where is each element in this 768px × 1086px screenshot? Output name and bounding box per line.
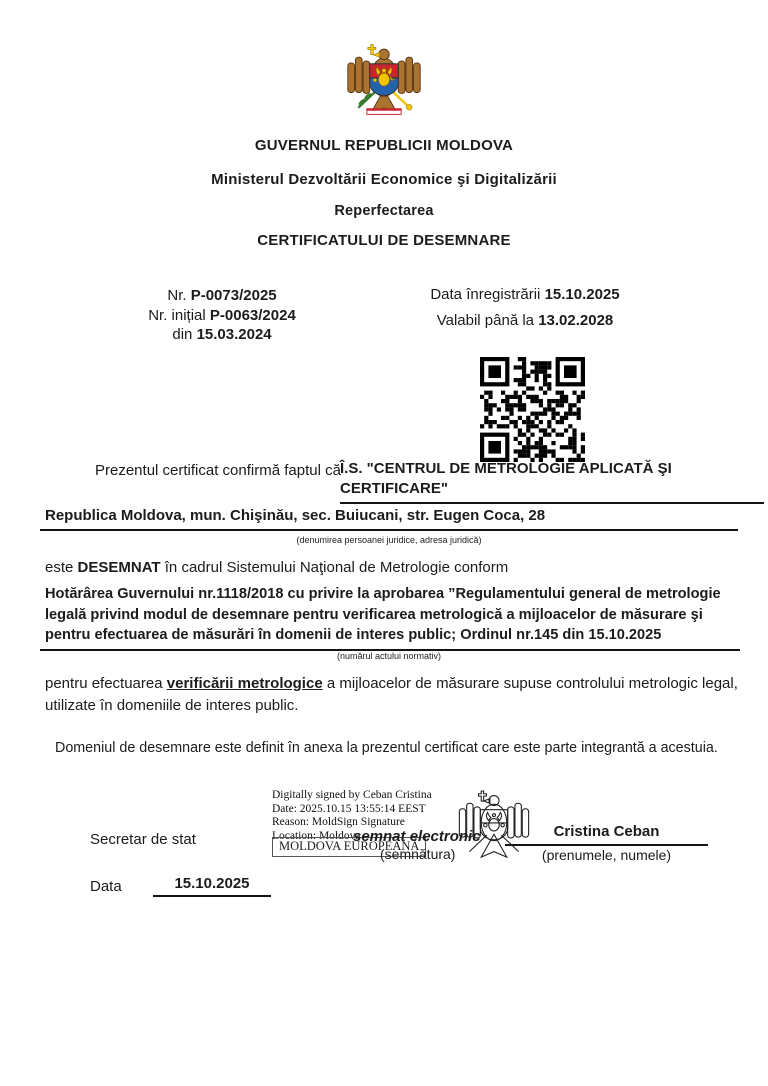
nr-label: Nr. xyxy=(167,287,187,304)
initial-date-line xyxy=(126,325,318,345)
signatory-role: Secretar de stat xyxy=(90,831,196,848)
motto-box: MOLDOVA EUROPEANĂ xyxy=(272,837,426,857)
signature-line xyxy=(505,844,708,846)
signatory-name: Cristina Ceban xyxy=(553,823,660,840)
valid-until-line xyxy=(418,312,632,329)
organization-name: Î.S. "CENTRUL DE METROLOGIE APLICATĂ ŞI CERTIFICARE" xyxy=(340,459,764,504)
reg-date-value: 15.10.2025 xyxy=(544,286,620,303)
signed-electronically-text: semnat electronic xyxy=(353,828,481,845)
legal-basis-caption: (numărul actului normativ) xyxy=(336,651,442,661)
purpose-prefix: pentru efectuarea xyxy=(45,675,163,692)
document-title: CERTIFICATULUI DE DESEMNARE xyxy=(257,232,511,249)
confirm-label: Prezentul certificat confirmă faptul că xyxy=(95,462,341,479)
stamp-date: Date: 2025.10.15 13:55:14 EEST xyxy=(272,802,426,815)
din-value: 15.03.2024 xyxy=(196,326,272,343)
purpose-line-2: utilizate în domeniile de interes public. xyxy=(45,697,299,714)
registration-dates xyxy=(418,286,632,329)
stamp-signed-by: Digitally signed by Ceban Cristina xyxy=(272,789,432,801)
registration-date-line xyxy=(418,286,632,303)
date-value: 15.10.2025 xyxy=(153,875,271,897)
government-title: GUVERNUL REPUBLICII MOLDOVA xyxy=(254,137,514,154)
moldova-coat-of-arms-graphic xyxy=(341,42,427,122)
valid-label: Valabil până la xyxy=(436,312,535,329)
purpose-emphasis: verificării metrologice xyxy=(166,675,323,692)
name-caption: (prenumele, numele) xyxy=(541,847,672,863)
moldova-coat-of-arms xyxy=(341,42,427,122)
din-label: din xyxy=(172,326,193,343)
address-caption: (denumirea persoanei juridice, adresa juridică) xyxy=(296,535,482,545)
stamp-location: Location: Moldova xyxy=(272,829,361,842)
signature-caption: (semnătura) xyxy=(380,846,456,862)
moldova-coat-of-arms-outline xyxy=(453,783,535,871)
legal-basis-line-1: Hotărârea Guvernului nr.1118/2018 cu privire la aprobarea ”Regulamentului general de metrologie xyxy=(45,586,721,602)
organization-address: Republica Moldova, mun. Chişinău, sec. Buiucani, str. Eugen Coca, 28 xyxy=(45,507,546,524)
legal-basis-line-2: legală privind modul de desemnare pentru verificarea metrologică a mijloacelor de măsurare şi xyxy=(45,606,703,623)
initial-label: Nr. inițial xyxy=(148,306,206,324)
document-subtitle: Reperfectarea xyxy=(334,203,434,219)
purpose-paragraph xyxy=(45,673,745,717)
designated-prefix: este xyxy=(45,559,74,576)
initial-number-line xyxy=(126,306,318,326)
designation-line xyxy=(45,559,508,576)
annex-note: Domeniul de desemnare este definit în anexa la prezentul certificat care este parte integrantă a acestuia. xyxy=(55,740,718,756)
valid-value: 13.02.2028 xyxy=(538,312,614,329)
registration-numbers xyxy=(126,286,318,345)
stamp-reason: Reason: MoldSign Signature xyxy=(272,816,405,828)
ministry-title: Ministerul Dezvoltării Economice şi Digitalizării xyxy=(211,171,557,188)
designated-suffix: în cadrul Sistemului Naţional de Metrologie conform xyxy=(164,559,509,576)
purpose-line1-rest: a mijloacelor de măsurare supuse controlului metrologic legal, xyxy=(326,675,738,692)
purpose-line-1 xyxy=(45,673,745,695)
qr-code xyxy=(480,357,585,462)
organization-address-block xyxy=(40,507,738,531)
initial-value: P-0063/2024 xyxy=(209,306,296,324)
nr-value: P-0073/2025 xyxy=(190,287,277,304)
date-label: Data xyxy=(90,878,122,895)
legal-basis-paragraph xyxy=(40,584,740,651)
reg-date-label: Data înregistrării xyxy=(430,286,541,303)
designated-word: DESEMNAT xyxy=(77,559,161,576)
legal-basis-line-3: pentru efectuarea de măsurări în domenii de interes public; Ordinul nr.145 din 15.10.2025 xyxy=(45,627,662,643)
certificate-number-line xyxy=(126,286,318,306)
